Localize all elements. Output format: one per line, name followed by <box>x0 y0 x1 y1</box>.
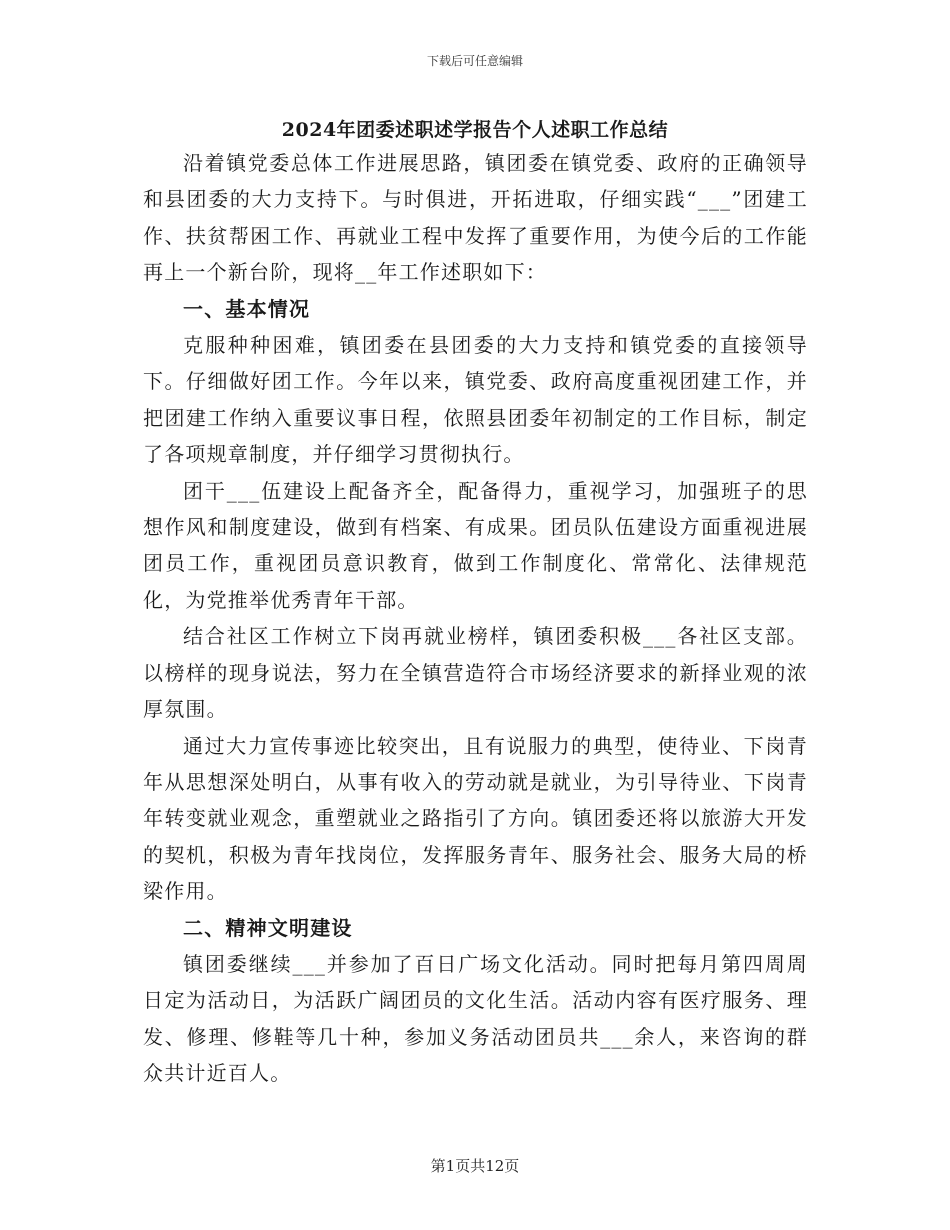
body-paragraph: 克服种种困难，镇团委在县团委的大力支持和镇党委的直接领导下。仔细做好团工作。今年以来，镇党委、政府高度重视团建工作，并把团建工作纳入重要议事日程，依照县团委年初制定的工作目标，制定了各项规章制度，并仔细学习贯彻执行。 <box>143 333 808 467</box>
section-heading-basic-situation: 一、基本情况 <box>183 296 311 321</box>
header-note: 下载后可任意编辑 <box>426 54 523 68</box>
intro-paragraph: 沿着镇党委总体工作进展思路，镇团委在镇党委、政府的正确领导和县团委的大力支持下。与时俱进，开拓进取，仔细实践“___”团建工作、扶贫帮困工作、再就业工程中发挥了重要作用，为使今后的工作能再上一个新台阶，现将__年工作述职如下： <box>143 151 808 285</box>
body-paragraph: 结合社区工作树立下岗再就业榜样，镇团委积极___各社区支部。以榜样的现身说法，努力在全镇营造符合市场经济要求的新择业观的浓厚氛围。 <box>143 624 808 722</box>
body-paragraph: 镇团委继续___并参加了百日广场文化活动。同时把每月第四周周日定为活动日，为活跃广阔团员的文化生活。活动内容有医疗服务、理发、修理、修鞋等几十种，参加义务活动团员共___余人，来咨询的群众共计近百人。 <box>143 951 808 1086</box>
document-title: 2024年团委述职述学报告个人述职工作总结 <box>281 119 669 141</box>
section-heading-spiritual-civilization: 二、精神文明建设 <box>183 915 353 940</box>
page-number-footer: 第1页共12页 <box>430 1157 520 1175</box>
body-paragraph: 通过大力宣传事迹比较突出，且有说服力的典型，使待业、下岗青年从思想深处明白，从事有收入的劳动就是就业，为引导待业、下岗青年转变就业观念，重塑就业之路指引了方向。镇团委还将以旅游大开发的契机，积极为青年找岗位，发挥服务青年、服务社会、服务大局的桥梁作用。 <box>143 733 808 904</box>
document-body <box>143 145 808 1092</box>
body-paragraph: 团干___伍建设上配备齐全，配备得力，重视学习，加强班子的思想作风和制度建设，做到有档案、有成果。团员队伍建设方面重视进展团员工作，重视团员意识教育，做到工作制度化、常常化、法律规范化，为党推举优秀青年干部。 <box>143 478 808 612</box>
